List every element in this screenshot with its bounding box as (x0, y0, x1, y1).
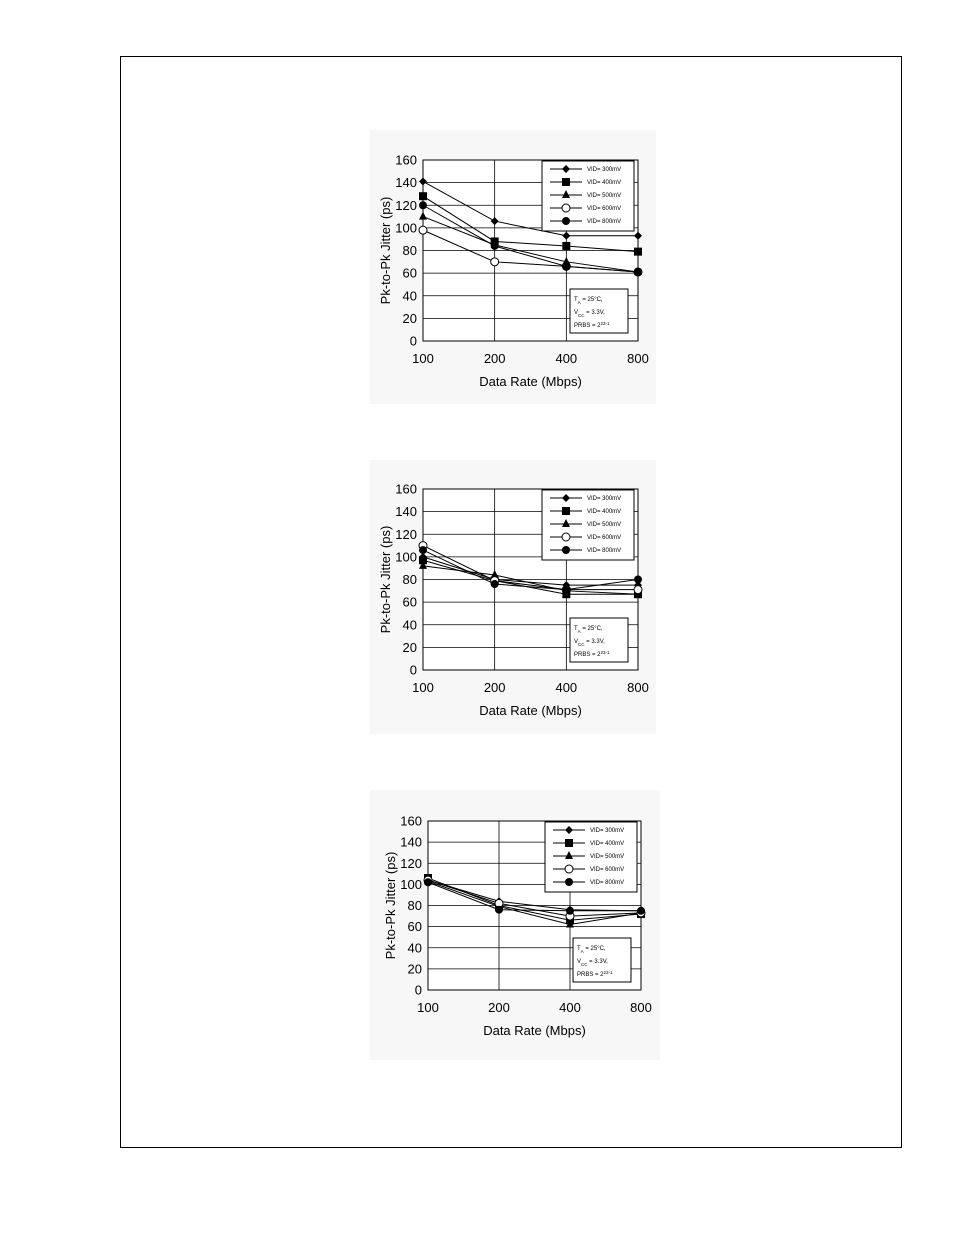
data-point (634, 586, 642, 594)
x-axis-title: Data Rate (Mbps) (483, 1023, 586, 1038)
x-tick-label: 400 (555, 351, 578, 366)
data-point (491, 242, 499, 250)
y-tick-label: 40 (407, 940, 422, 956)
legend-label: VID= 600mV (590, 867, 625, 873)
x-tick-label: 100 (412, 351, 434, 366)
legend-label: VID= 800mV (587, 548, 622, 554)
y-tick-label: 160 (400, 813, 422, 829)
y-tick-label: 40 (402, 617, 417, 633)
conditions-line: PRBS = $2^{23-1}$ (577, 969, 613, 978)
x-tick-label: 400 (555, 680, 578, 695)
x-tick-label: 800 (630, 1000, 652, 1015)
y-tick-label: 160 (395, 152, 417, 168)
x-axis-title: Data Rate (Mbps) (479, 374, 582, 389)
x-tick-label: 200 (483, 351, 506, 366)
x-tick-label: 100 (412, 680, 434, 695)
conditions-line: $V_{CC} = 3.3V$, (574, 310, 605, 318)
data-point (419, 226, 427, 234)
conditions-line: PRBS = $2^{23-1}$ (574, 320, 610, 329)
legend-marker (565, 839, 573, 847)
legend-label: VID= 400mV (587, 509, 622, 515)
x-tick-label: 800 (627, 351, 649, 366)
x-tick-label: 100 (417, 1000, 439, 1015)
conditions-line: PRBS = $2^{23-1}$ (574, 649, 610, 658)
y-tick-label: 100 (395, 549, 417, 565)
data-point (419, 201, 427, 209)
y-tick-label: 40 (402, 288, 417, 304)
y-tick-label: 60 (402, 594, 417, 610)
x-tick-label: 200 (488, 1000, 510, 1015)
y-tick-label: 60 (402, 265, 417, 281)
y-tick-label: 0 (409, 662, 417, 678)
data-point (634, 576, 642, 584)
y-tick-label: 140 (400, 834, 422, 850)
y-axis-title: Pk-to-Pk Jitter (ps) (383, 851, 398, 960)
data-point (424, 878, 432, 886)
data-point (637, 907, 645, 915)
legend-label: VID= 500mV (590, 854, 625, 860)
y-tick-label: 20 (407, 961, 422, 977)
chart-1 (370, 130, 656, 404)
y-tick-label: 120 (400, 855, 422, 871)
data-point (419, 192, 427, 200)
data-point (634, 268, 642, 276)
legend-label: VID= 500mV (587, 193, 622, 199)
legend-label: VID= 800mV (587, 219, 622, 225)
legend-label: VID= 400mV (590, 841, 625, 847)
y-axis-title: Pk-to-Pk Jitter (ps) (378, 525, 393, 634)
legend-label: VID= 300mV (587, 167, 622, 173)
legend-label: VID= 600mV (587, 535, 622, 541)
legend-label: VID= 600mV (587, 206, 622, 212)
y-tick-label: 0 (414, 982, 422, 998)
conditions-line: $T_A = 25^\circ C$, (574, 626, 603, 634)
y-tick-label: 120 (395, 197, 417, 213)
data-point (562, 242, 570, 250)
legend-marker (565, 865, 573, 873)
legend-marker (565, 878, 573, 886)
y-tick-label: 80 (402, 243, 417, 258)
legend-label: VID= 800mV (590, 880, 625, 886)
legend-marker (562, 204, 570, 212)
conditions-line: $V_{CC} = 3.3V$, (577, 959, 608, 967)
x-tick-label: 800 (627, 680, 649, 695)
legend-marker (562, 533, 570, 541)
legend-marker (562, 217, 570, 225)
y-tick-label: 120 (395, 526, 417, 542)
conditions-line: $T_A = 25^\circ C$, (577, 946, 606, 954)
conditions-line: $T_A = 25^\circ C$, (574, 297, 603, 305)
conditions-line: $V_{CC} = 3.3V$, (574, 639, 605, 647)
x-axis-title: Data Rate (Mbps) (479, 703, 582, 718)
data-point (491, 580, 499, 588)
data-point (562, 586, 570, 594)
legend-label: VID= 500mV (587, 522, 622, 528)
y-tick-label: 140 (395, 175, 417, 191)
legend-marker (562, 546, 570, 554)
data-point (419, 546, 427, 554)
data-point (491, 258, 499, 266)
data-point (634, 248, 642, 256)
data-point (495, 906, 503, 914)
y-tick-label: 160 (395, 481, 417, 497)
chart-2 (370, 460, 656, 734)
y-tick-label: 100 (395, 220, 417, 236)
legend-label: VID= 300mV (590, 828, 625, 834)
y-tick-label: 80 (407, 898, 422, 913)
x-tick-label: 200 (483, 680, 506, 695)
legend-marker (562, 507, 570, 515)
y-tick-label: 80 (402, 572, 417, 587)
y-tick-label: 60 (407, 919, 422, 935)
legend-label: VID= 300mV (587, 496, 622, 502)
legend-label: VID= 400mV (587, 180, 622, 186)
y-tick-label: 20 (402, 310, 417, 326)
y-axis-title: Pk-to-Pk Jitter (ps) (378, 196, 393, 305)
data-point (566, 907, 574, 915)
y-tick-label: 20 (402, 639, 417, 655)
x-tick-label: 400 (559, 1000, 581, 1015)
legend-marker (562, 178, 570, 186)
y-tick-label: 140 (395, 504, 417, 520)
chart-3 (370, 790, 660, 1060)
y-tick-label: 0 (409, 333, 417, 349)
data-point (562, 262, 570, 270)
y-tick-label: 100 (400, 876, 422, 892)
